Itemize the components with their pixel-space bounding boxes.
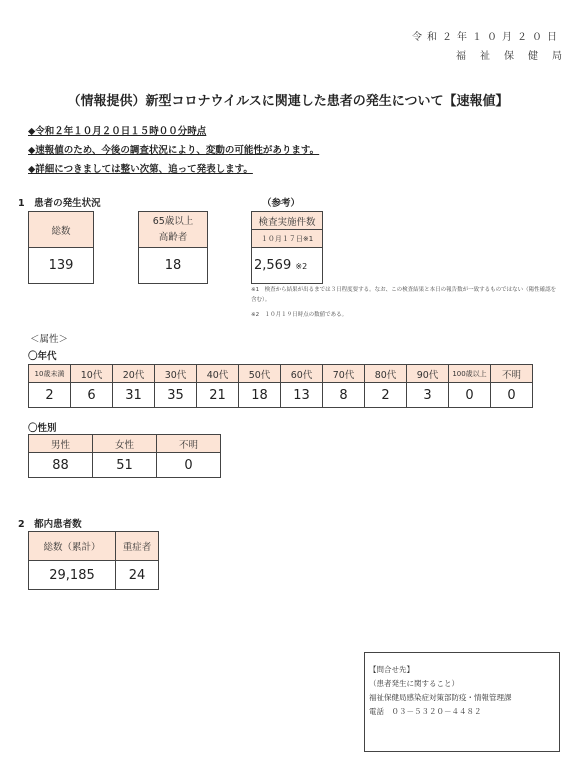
cumulative-table [28,531,159,590]
total-label: 総数 [29,212,94,248]
age-header-cell: 30代 [155,365,197,383]
age-heading: 〇年代 [28,351,57,362]
reference-heading: （参考） [262,198,301,209]
document-header [412,28,576,66]
tests-label: 検査実施件数 [252,212,323,230]
sex-table [28,434,221,478]
contact-phone: 電話 ０３－５３２０－４４８２ [369,707,482,716]
cumulative-value: 29,185 [29,561,116,590]
tests-date: １０月１７日※1 [252,230,323,248]
age-value-cell: 3 [407,383,449,408]
note-1: ※1 検査から結果が出るまでは３日程度要する。なお、この検査結果と本日の報告数が一致するものではない（陽性確認を含む）。 [251,287,557,303]
contact-box [364,652,560,752]
sex-value-cell: 51 [93,453,157,478]
sex-header-cell: 不明 [157,435,221,453]
page-title: （情報提供）新型コロナウイルスに関連した患者の発生について【速報値】 [67,94,509,109]
cumulative-label: 総数（累計） [29,532,116,561]
age-header-cell: 100歳以上 [449,365,491,383]
age-value-cell: 6 [71,383,113,408]
age-header-cell: 60代 [281,365,323,383]
age-header-cell: 90代 [407,365,449,383]
contact-subject: （患者発生に関すること） [369,679,459,688]
section1-heading: 1 患者の発生状況 [18,198,101,209]
contact-heading: 【問合せ先】 [369,665,414,674]
elderly-value: 18 [139,248,208,284]
elderly-label-line2: 高齢者 [158,231,188,243]
sex-header-cell: 女性 [93,435,157,453]
tests-value-cell [252,248,323,284]
total-table [28,211,94,284]
tests-value: 2,569 [254,258,292,273]
age-value-cell: 21 [197,383,239,408]
attributes-heading: ＜属性＞ [30,334,69,345]
age-value-cell: 2 [365,383,407,408]
sex-value-cell: 88 [29,453,93,478]
age-header-cell: 70代 [323,365,365,383]
age-header-cell: 80代 [365,365,407,383]
sex-value-row [29,453,221,478]
bullet-timestamp: ◆令和２年１０月２０日１５時００分時点 [28,126,207,137]
section2-heading: 2 都内患者数 [18,519,82,530]
age-header-cell: 20代 [113,365,155,383]
total-value: 139 [29,248,94,284]
age-value-row [29,383,533,408]
age-value-cell: 2 [29,383,71,408]
contact-department: 福祉保健局感染症対策部防疫・情報管理課 [369,693,512,702]
severe-value: 24 [116,561,159,590]
department-name: 福祉保健局 [456,51,576,62]
elderly-label [139,212,208,248]
sex-header-row [29,435,221,453]
elderly-table [138,211,208,284]
age-header-row [29,365,533,383]
age-value-cell: 35 [155,383,197,408]
age-header-cell: 40代 [197,365,239,383]
sex-value-cell: 0 [157,453,221,478]
tests-note-mark: ※2 [295,262,308,271]
age-header-cell: 50代 [239,365,281,383]
bullet-details: ◆詳細につきましては整い次第、追って発表します。 [28,164,253,175]
tests-table [251,211,323,284]
elderly-label-line1: 65歳以上 [152,215,194,227]
age-header-cell: 10代 [71,365,113,383]
age-value-cell: 0 [491,383,533,408]
age-value-cell: 8 [323,383,365,408]
severe-label: 重症者 [116,532,159,561]
report-date: 令和２年１０月２０日 [412,32,562,43]
age-value-cell: 18 [239,383,281,408]
age-header-cell: 10歳未満 [29,365,71,383]
note-2: ※2 １０月１９日時点の数値である。 [251,312,348,318]
age-value-cell: 0 [449,383,491,408]
age-table [28,364,533,408]
age-value-cell: 13 [281,383,323,408]
bullet-preliminary: ◆速報値のため、今後の調査状況により、変動の可能性があります。 [28,145,320,156]
age-header-cell: 不明 [491,365,533,383]
sex-heading: 〇性別 [28,423,57,434]
notice-bullets [28,122,319,179]
age-value-cell: 31 [113,383,155,408]
sex-header-cell: 男性 [29,435,93,453]
